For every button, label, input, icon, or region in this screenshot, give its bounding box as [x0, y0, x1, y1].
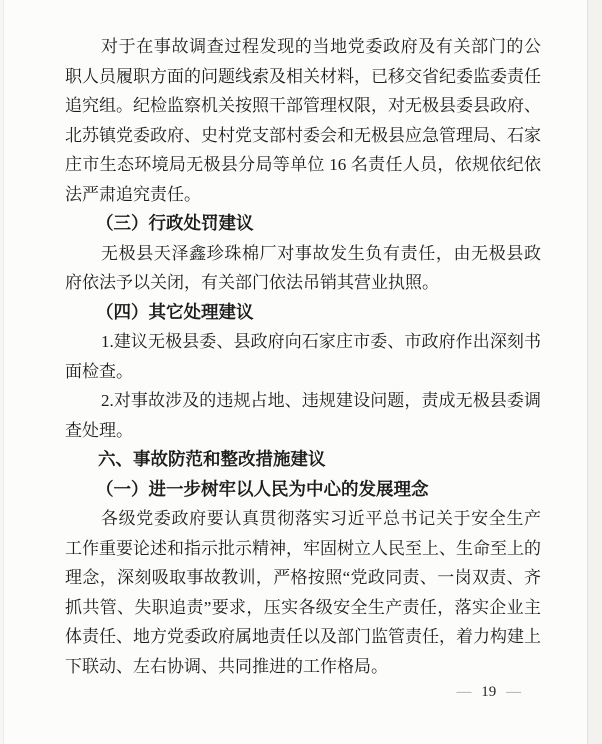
page-number-value: 19 [481, 684, 497, 700]
paragraph: 对于在事故调查过程发现的当地党委政府及有关部门的公职人员履职方面的问题线索及相关材料，已移交省纪委监委责任追究组。纪检监察机关按照干部管理权限，对无极县委县政府、北苏镇党委政府、史村党支部村委会和无极县应急管理局、石家庄市生态环境局无极县分局等单位 16 名责任人员，依规依纪依法严肃追究责任。 [65, 37, 541, 204]
section-heading: （一）进一步树牢以人民为中心的发展理念 [96, 478, 429, 499]
page-number-right-dash: — [506, 684, 521, 700]
page-number [451, 683, 528, 701]
paragraph: 1.建议无极县委、县政府向石家庄市委、市政府作出深刻书面检查。 [65, 332, 541, 381]
section-heading: （四）其它处理建议 [96, 301, 254, 322]
section-heading: 六、事故防范和整改措施建议 [98, 449, 326, 469]
section-heading: （三）行政处罚建议 [96, 213, 254, 233]
scan-edge-right [587, 0, 602, 744]
paragraph: 无极县天泽鑫珍珠棉厂对事故发生负有责任，由无极县政府依法予以关闭，有关部门依法吊销其营业执照。 [65, 243, 541, 292]
page-number-left-dash: — [456, 684, 472, 700]
paragraph: 2.对事故涉及的违规占地、违规建设问题，责成无极县委调查处理。 [65, 391, 541, 440]
scan-edge-left [0, 0, 4, 744]
document-content [65, 32, 541, 681]
paragraph: 各级党委政府要认真贯彻落实习近平总书记关于安全生产工作重要论述和指示批示精神，牢固树立人民至上、生命至上的理念，深刻吸取事故教训，严格按照“党政同责、一岗双责、齐抓共管、失职追责”要求，压实各级安全生产责任，落实企业主体责任、地方党委政府属地责任以及部门监管责任，着力构建上下联动、左右协调、共同推进的工作格局。 [65, 509, 541, 676]
